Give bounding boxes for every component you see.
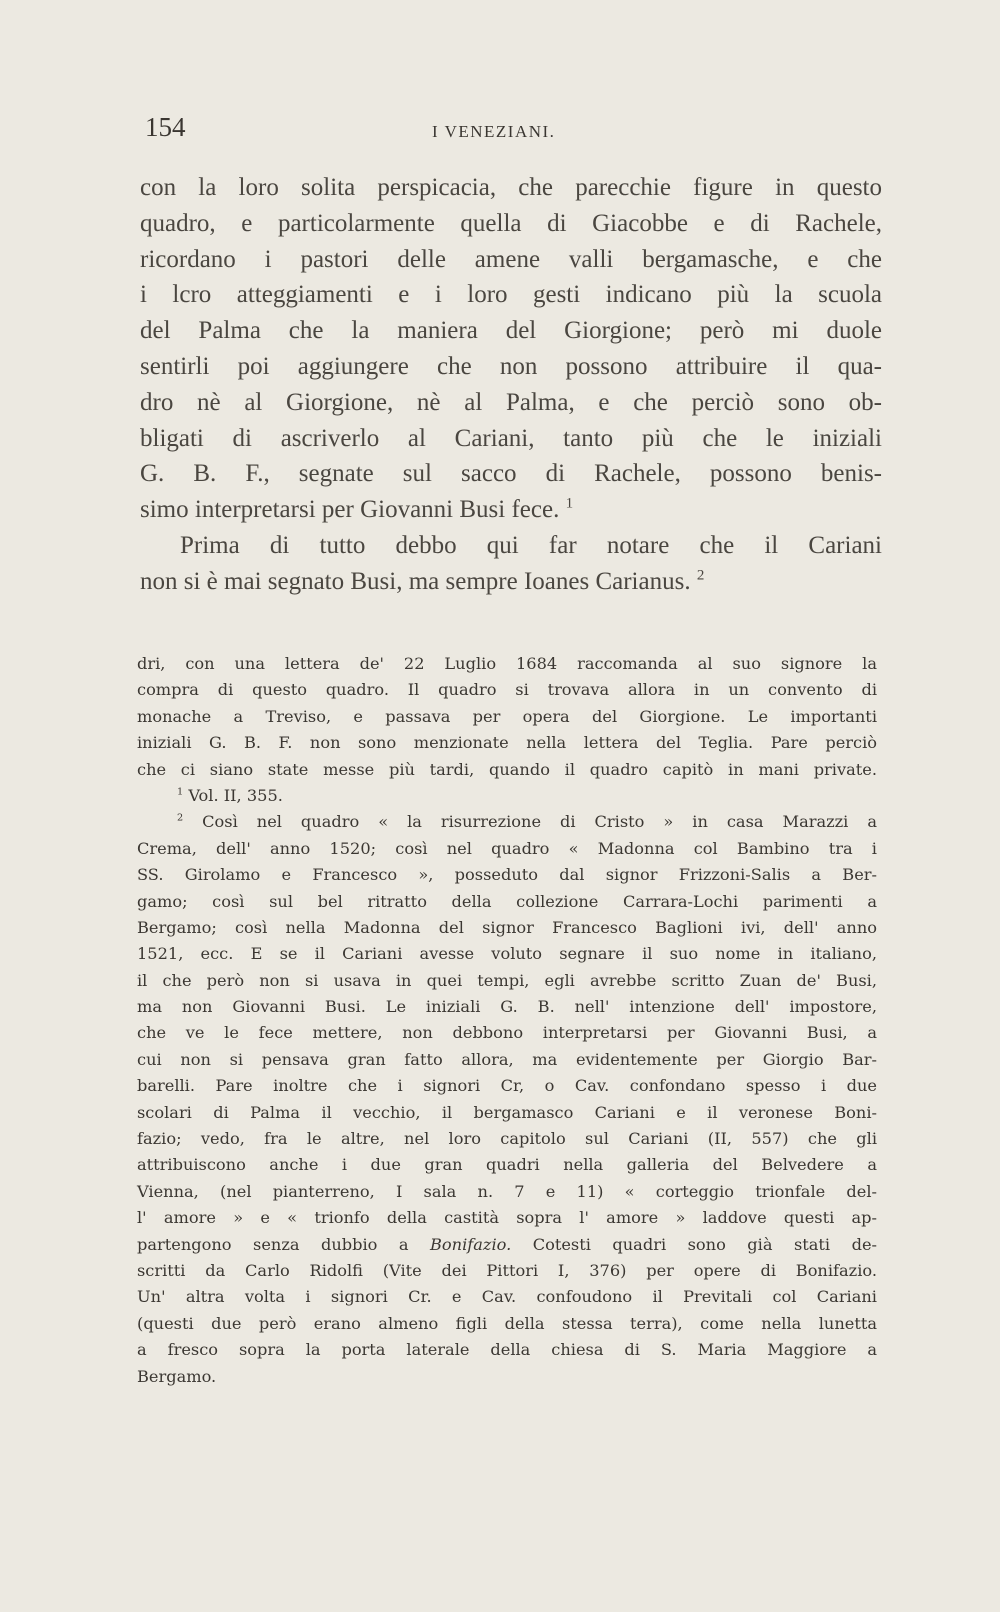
footnote-ref-1: 1 [565,495,574,512]
footnote-marker-1: 1 [177,786,184,798]
text-line: bligati di ascriverlo al Cariani, tanto più che le iniziali [140,424,882,452]
footnote-line: Bergamo; così nella Madonna del signor Francesco Baglioni ivi, dell' anno [137,917,877,937]
footnote-line: SS. Girolamo e Francesco », posseduto dal signor Frizzoni-Salis a Ber- [137,865,877,885]
main-text-block [140,170,882,600]
text-line: G. B. F., segnate sul sacco di Rachele, possono benis- [140,460,882,488]
footnote-1 [137,783,877,809]
footnote-line: Un' altra volta i signori Cr. e Cav. confoudono il Previtali col Cariani [137,1287,877,1307]
footnote-line: gamo; così sul bel ritratto della collezione Carrara-Lochi parimenti a [137,891,877,911]
text-line: quadro, e particolarmente quella di Giacobbe e di Rachele, [140,209,882,237]
text-line: Prima di tutto debbo qui far notare che il Cariani [180,531,882,559]
text-line: dro nè al Giorgione, nè al Palma, e che perciò sono ob- [140,388,882,416]
footnote-line: che ve le fece mettere, non debbono interpretarsi per Giovanni Busi, a [137,1023,877,1043]
footnote-line: (questi due però erano almeno figli della stessa terra), come nella lunetta [137,1313,877,1333]
footnote-marker-2: 2 [177,812,184,824]
footnote-line: l' amore » e « trionfo della castità sopra l' amore » laddove questi ap- [137,1208,877,1228]
text-line: del Palma che la maniera del Giorgione; però mi duole [140,317,882,345]
italic-name-bonifazio: Bonifazio. [430,1234,512,1254]
footnote-line: a fresco sopra la porta laterale della chiesa di S. Maria Maggiore a [137,1340,877,1360]
footnote-ref-2: 2 [696,567,705,584]
footnote-line: scolari di Palma il vecchio, il bergamasco Cariani e il veronese Boni- [137,1102,877,1122]
footnote-line: ma non Giovanni Busi. Le iniziali G. B. nell' intenzione dell' impostore, [137,997,877,1017]
footnote-line: il che però non si usava in quei tempi, egli avrebbe scritto Zuan de' Busi, [137,970,877,990]
text-line-with-ref [140,492,882,528]
footnotes-block [137,651,877,1390]
footnote-line: attribuiscono anche i due gran quadri nella galleria del Belvedere a [137,1155,877,1175]
footnote-line: cui non si pensava gran fatto allora, ma evidentemente per Giorgio Bar- [137,1049,877,1069]
footnote-line: Così nel quadro « la risurrezione di Cristo » in casa Marazzi a [202,812,877,832]
text-line: ricordano i pastori delle amene valli bergamasche, e che [140,245,882,273]
footnote-line: scritti da Carlo Ridolfi (Vite dei Pittori I, 376) per opere di Bonifazio. [137,1260,877,1280]
footnote-line-mixed [137,1232,877,1258]
text-line: sentirli poi aggiungere che non possono attribuire il qua- [140,352,882,380]
footnote-line: dri, con una lettera de' 22 Luglio 1684 raccomanda al suo signore la [137,654,877,673]
text-line: i lcro atteggiamenti e i loro gesti indicano più la scuola [140,281,882,309]
footnote-line: compra di questo quadro. Il quadro si trovava allora in un convento di [137,680,877,700]
page-number: 154 [145,112,186,142]
footnote-line: monache a Treviso, e passava per opera del Giorgione. Le importanti [137,706,877,726]
footnote-line: Cotesti quadri sono già stati de- [532,1234,877,1254]
footnote-line: che ci siano state messe più tardi, quando il quadro capitò in mani private. [137,759,877,779]
footnote-line: iniziali G. B. F. non sono menzionate nella lettera del Teglia. Pare perciò [137,733,877,753]
footnote-line: partengono senza dubbio a [137,1234,409,1254]
text-line: non si è mai segnato Busi, ma sempre Ioanes Carianus. [140,567,691,595]
footnote-line: barelli. Pare inoltre che i signori Cr, o Cav. confondano spesso i due [137,1076,877,1096]
running-title: I VENEZIANI. [432,122,556,141]
footnote-line: fazio; vedo, fra le altre, nel loro capitolo sul Cariani (II, 557) che gli [137,1129,877,1149]
text-line: con la loro solita perspicacia, che parecchie figure in questo [140,174,882,201]
footnote-line: Vol. II, 355. [188,785,283,805]
running-head [140,112,900,152]
footnote-2-start [137,809,877,835]
text-line: simo interpretarsi per Giovanni Busi fece. [140,496,560,524]
text-line-with-ref [140,564,882,600]
footnote-line: Vienna, (nel pianterreno, I sala n. 7 e 11) « corteggio trionfale del- [137,1181,877,1201]
footnote-line: Bergamo. [137,1366,217,1386]
footnote-line: 1521, ecc. E se il Cariani avesse voluto segnare il suo nome in italiano, [137,944,877,964]
footnote-line: Crema, dell' anno 1520; così nel quadro « Madonna col Bambino tra i [137,838,877,858]
